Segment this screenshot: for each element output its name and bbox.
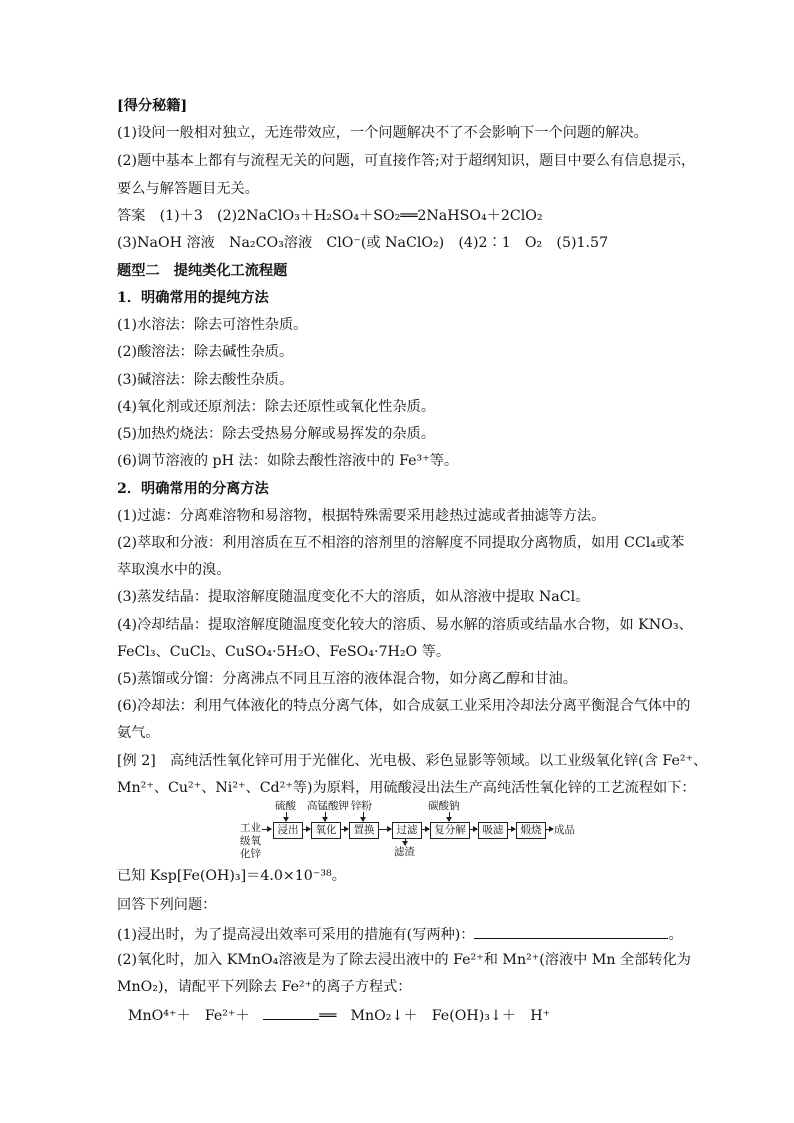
separate-line-4: (3)蒸发结晶：提取溶解度随温度变化不大的溶质，如从溶液中提取 NaCl。 [117,589,590,605]
separate-line-9: 氨气。 [117,725,160,741]
separate-line-3: 萃取溴水中的溴。 [117,562,231,578]
question-1-end: 。 [668,927,683,943]
flow-arrow [340,829,348,830]
reagent-zinc-powder: 锌粉 [351,800,372,812]
tip-line-3: 要么与解答题目无关。 [117,181,259,197]
reagent-arrow [449,812,450,821]
reagent-arrow [286,812,287,821]
question-1 [117,924,683,944]
reagent-permanganate: 高锰酸钾 [307,800,349,812]
flow-arrow [545,829,553,830]
example-line-2: Mn²⁺、Cu²⁺、Ni²⁺、Cd²⁺等)为原料，用硫酸浸出法生产高纯活性氧化锌的工艺流程如下： [117,780,696,796]
heading-purify: 1．明确常用的提纯方法 [117,290,269,306]
tip-line-2: (2)题中基本上都有与流程无关的问题，可直接作答;对于超纲知识，题目中要么有信息提示， [117,153,696,169]
example-line-1: [例 2] 高纯活性氧化锌可用于光催化、光电极、彩色显影等领域。以工业级氧化锌(含 Fe²⁺、 [117,753,708,769]
purify-item-6: (6)调节溶液的 pH 法：如除去酸性溶液中的 Fe³⁺等。 [117,453,459,469]
step-oxidize: 氧化 [311,822,341,839]
process-flow-diagram [238,800,578,858]
step-calcine: 煅烧 [516,822,546,839]
type2-title: 题型二 提纯类化工流程题 [117,263,288,279]
answer-blank-1[interactable] [474,924,668,939]
purify-item-5: (5)加热灼烧法：除去受热易分解或易挥发的杂质。 [117,426,436,442]
reagent-arrow [325,812,326,821]
flow-arrow [378,829,391,830]
product-label: 成品 [554,824,575,836]
flow-arrow [302,829,310,830]
ksp-line: 已知 Ksp[Fe(OH)₃]＝4.0×10⁻³⁸。 [117,868,346,884]
ionic-equation [128,1005,550,1025]
step-suction-filter: 吸滤 [478,822,508,839]
questions-heading: 回答下列问题： [117,897,217,913]
step-filter: 过滤 [392,822,422,839]
separate-line-5: (4)冷却结晶：提取溶解度随温度变化较大的溶质、易水解的溶质或结晶水合物，如 KNO₃、 [117,617,693,633]
equation-products: ══ MnO₂↓＋ Fe(OH)₃↓＋ H⁺ [319,1008,551,1024]
answer-line-1: 答案 (1)＋3 (2)2NaClO₃＋H₂SO₄＋SO₂══2NaHSO₄＋2ClO₂ [117,208,543,224]
reagent-sodium-carbonate: 碳酸钠 [428,800,460,812]
flow-arrow [421,829,429,830]
purify-item-4: (4)氧化剂或还原剂法：除去还原性或氧化性杂质。 [117,399,436,415]
purify-item-3: (3)碱溶法：除去酸性杂质。 [117,372,294,388]
reagent-arrow [363,812,364,821]
separate-line-1: (1)过滤：分离难溶物和易溶物，根据特殊需要采用趁热过滤或者抽滤等方法。 [117,508,606,524]
step-double-decomposition: 复分解 [430,822,470,839]
separate-line-8: (6)冷却法：利用气体液化的特点分离气体，如合成氨工业采用冷却法分离平衡混合气体中的 [117,698,691,714]
flow-arrow [469,829,477,830]
raw-material-label-3: 化锌 [240,848,261,860]
step-leach: 浸出 [273,822,303,839]
question-2-line-1: (2)氧化时，加入 KMnO₄溶液是为了除去浸出液中的 Fe²⁺和 Mn²⁺(溶液中 Mn 全部转化为 [117,952,691,968]
separate-line-7: (5)蒸馏或分馏：分离沸点不同且互溶的液体混合物，如分离乙醇和甘油。 [117,671,577,687]
answer-line-2: (3)NaOH 溶液 Na₂CO₃溶液 ClO⁻(或 NaClO₂) (4)2∶1 O₂ (5)1.57 [117,235,609,251]
separate-line-2: (2)萃取和分液：利用溶质在互不相溶的溶剂里的溶解度不同提取分离物质，如用 CCl₄或苯 [117,535,685,551]
tip-line-1: (1)设问一般相对独立，无连带效应，一个问题解决不了不会影响下一个问题的解决。 [117,125,648,141]
answer-blank-2[interactable] [263,1005,319,1020]
raw-material-label-2: 级氧 [240,835,261,847]
reagent-sulfuric-acid: 硫酸 [275,800,296,812]
separate-line-6: FeCl₃、CuCl₂、CuSO₄·5H₂O、FeSO₄·7H₂O 等。 [117,644,451,660]
purify-item-1: (1)水溶法：除去可溶性杂质。 [117,317,308,333]
question-2-line-2: MnO₂)，请配平下列除去 Fe²⁺的离子方程式： [117,979,412,995]
purify-item-2: (2)酸溶法：除去碱性杂质。 [117,344,294,360]
byproduct-residue: 滤渣 [394,846,415,858]
residue-arrow [405,838,406,845]
question-1-text: (1)浸出时，为了提高浸出效率可采用的措施有(写两种)： [117,927,475,943]
flow-arrow [507,829,515,830]
step-replace: 置换 [349,822,379,839]
section-heading: [得分秘籍] [117,98,188,114]
flow-arrow [262,829,271,830]
equation-reactants: MnO⁴⁺＋ Fe²⁺＋ [128,1008,250,1024]
raw-material-label-1: 工业 [240,822,261,834]
heading-separate: 2．明确常用的分离方法 [117,481,269,497]
